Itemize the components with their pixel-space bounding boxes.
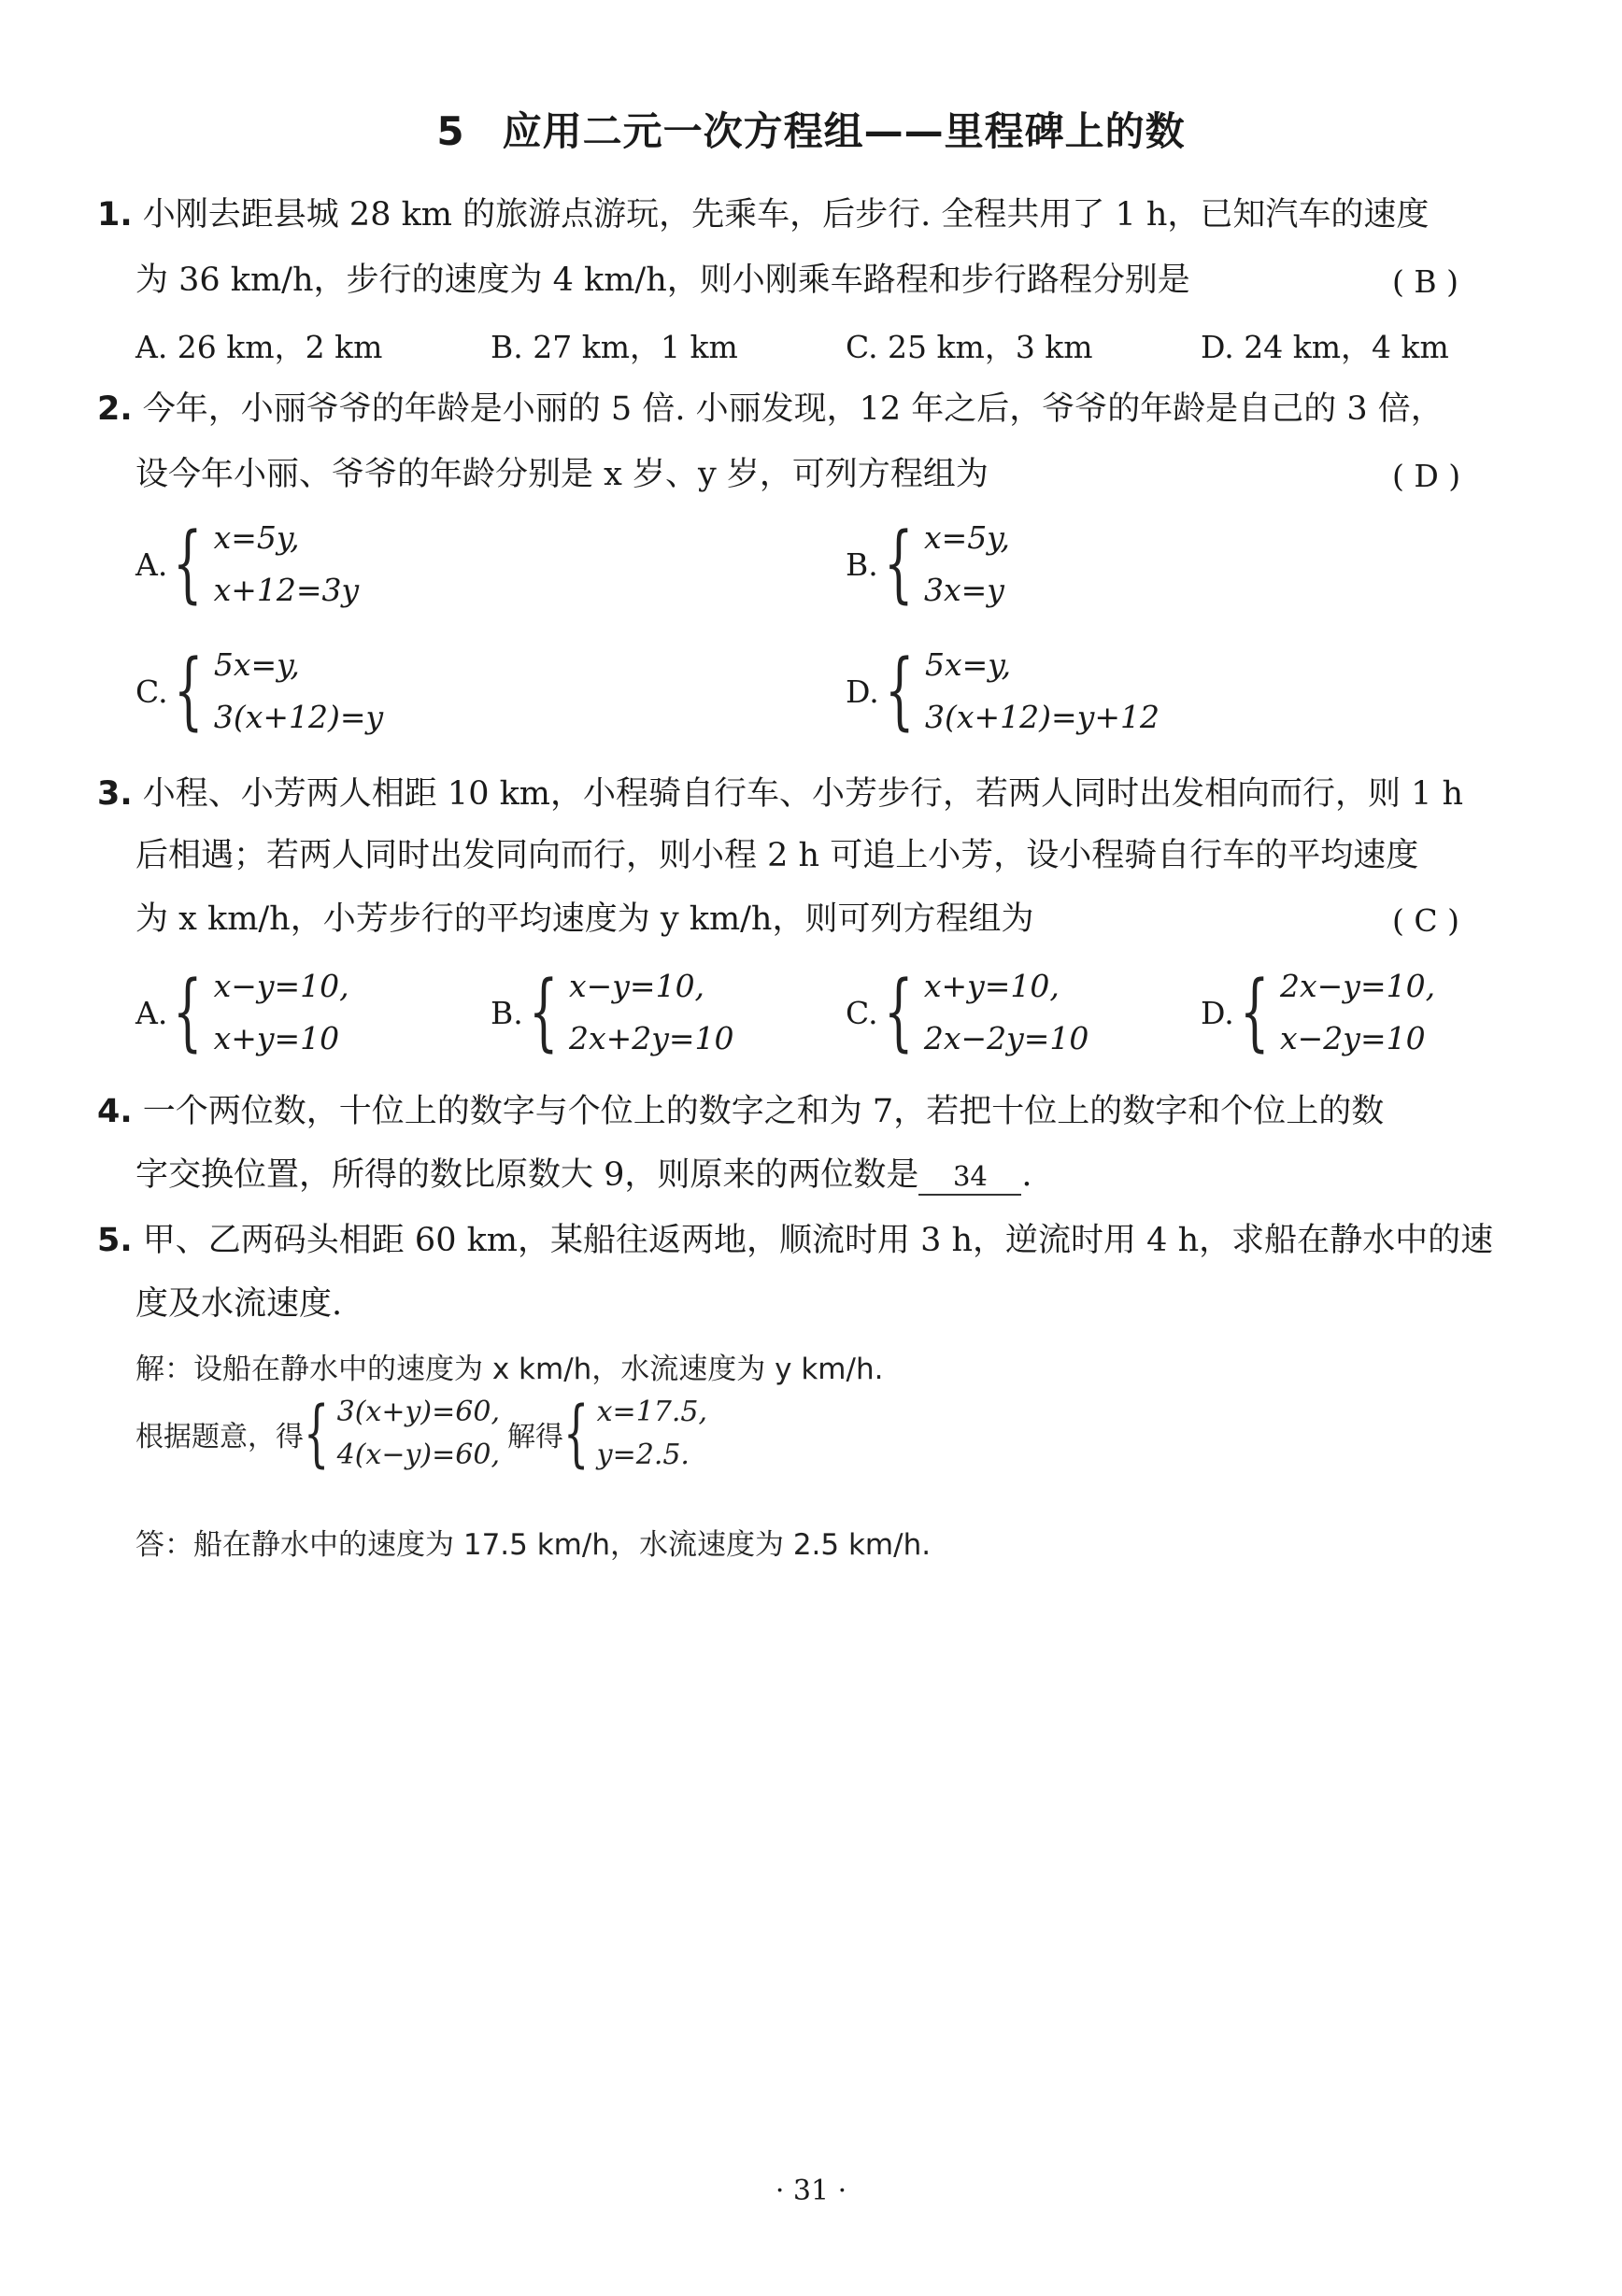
brace-icon: { [884, 642, 915, 740]
q1-option-b: B. 27 km，1 km [491, 329, 738, 365]
q2-line1 [97, 387, 1444, 432]
q3-number: 3. [97, 775, 133, 813]
q3-line1 [97, 772, 1463, 816]
q4-line2: 字交换位置，所得的数比原数大 9，则原来的两位数是 34 . [135, 1156, 1032, 1194]
q3-text-1: 小程、小芳两人相距 10 km，小程骑自行车、小芳步行，若两人同时出发相向而行，则 1 h [142, 775, 1464, 813]
q3-option-b: B. { x−y=10, 2x+2y=10 [491, 963, 734, 1061]
q1-text-1: 小刚去距县城 28 km 的旅游点游玩，先乘车，后步行. 全程共用了 1 h，已知汽车的速度 [142, 196, 1430, 234]
q1-answer: ( B ) [1392, 263, 1458, 300]
q2-option-d: D. { 5x=y, 3(x+12)=y+12 [846, 642, 1160, 740]
q5-text-1: 甲、乙两码头相距 60 km，某船往返两地，顺流时用 3 h，逆流时用 4 h，求船在静水中的速 [142, 1222, 1494, 1259]
brace-icon: { [883, 963, 914, 1061]
q5-line2: 度及水流速度. [135, 1285, 343, 1323]
brace-icon: { [883, 515, 914, 613]
brace-icon: { [173, 515, 203, 613]
q4-number: 4. [97, 1093, 133, 1130]
q1-option-d: D. 24 km，4 km [1201, 329, 1449, 365]
q2-text-1: 今年，小丽爷爷的年龄是小丽的 5 倍. 小丽发现，12 年之后，爷爷的年龄是自己的 3 倍， [142, 390, 1444, 428]
q1-number: 1. [97, 196, 133, 234]
q3-answer: ( C ) [1392, 902, 1459, 939]
q3-line3: 为 x km/h，小芳步行的平均速度为 y km/h，则可列方程组为 [135, 900, 1034, 938]
q5-number: 5. [97, 1222, 133, 1259]
section-title: 应用二元一次方程组——里程碑上的数 [502, 108, 1186, 154]
q4-text-1: 一个两位数，十位上的数字与个位上的数字之和为 7，若把十位上的数字和个位上的数 [142, 1093, 1385, 1130]
brace-icon: { [1239, 963, 1270, 1061]
q4-answer-blank: 34 [918, 1158, 1021, 1196]
brace-icon: { [173, 963, 203, 1061]
q4-line1 [97, 1089, 1384, 1134]
page-number: · 31 · [775, 2175, 847, 2207]
q2-option-a: A. { x=5y, x+12=3y [135, 515, 360, 613]
q3-option-d: D. { 2x−y=10, x−2y=10 [1201, 963, 1436, 1061]
q1-line2: 为 36 km/h，步行的速度为 4 km/h，则小刚乘车路程和步行路程分别是 [135, 262, 1190, 299]
brace-icon: { [304, 1392, 330, 1476]
q1-option-c: C. 25 km，3 km [846, 329, 1093, 365]
q5-line1 [97, 1218, 1493, 1263]
brace-icon: { [563, 1392, 590, 1476]
q5-solution-system: 根据题意，得 { 3(x+y)=60, 4(x−y)=60, 解得 { x=17.5, y=2.5. [135, 1392, 708, 1476]
q3-option-c: C. { x+y=10, 2x−2y=10 [846, 963, 1089, 1061]
q3-line2: 后相遇；若两人同时出发同向而行，则小程 2 h 可追上小芳，设小程骑自行车的平均速度 [135, 837, 1419, 874]
q1-option-a: A. 26 km，2 km [135, 329, 383, 365]
q2-answer: ( D ) [1392, 458, 1461, 494]
q5-solution-line1: 解：设船在静水中的速度为 x km/h，水流速度为 y km/h. [135, 1353, 884, 1386]
q3-option-a: A. { x−y=10, x+y=10 [135, 963, 349, 1061]
q2-option-b: B. { x=5y, 3x=y [846, 515, 1011, 613]
q2-option-c: C. { 5x=y, 3(x+12)=y [135, 642, 384, 740]
q2-number: 2. [97, 390, 133, 428]
q1-line1 [97, 192, 1429, 237]
section-number: 5 [436, 108, 465, 154]
page-title [0, 101, 1622, 157]
brace-icon: { [528, 963, 559, 1061]
q5-solution-answer: 答：船在静水中的速度为 17.5 km/h，水流速度为 2.5 km/h. [135, 1528, 932, 1562]
brace-icon: { [173, 642, 204, 740]
q2-line2: 设今年小丽、爷爷的年龄分别是 x 岁、y 岁，可列方程组为 [135, 456, 989, 493]
